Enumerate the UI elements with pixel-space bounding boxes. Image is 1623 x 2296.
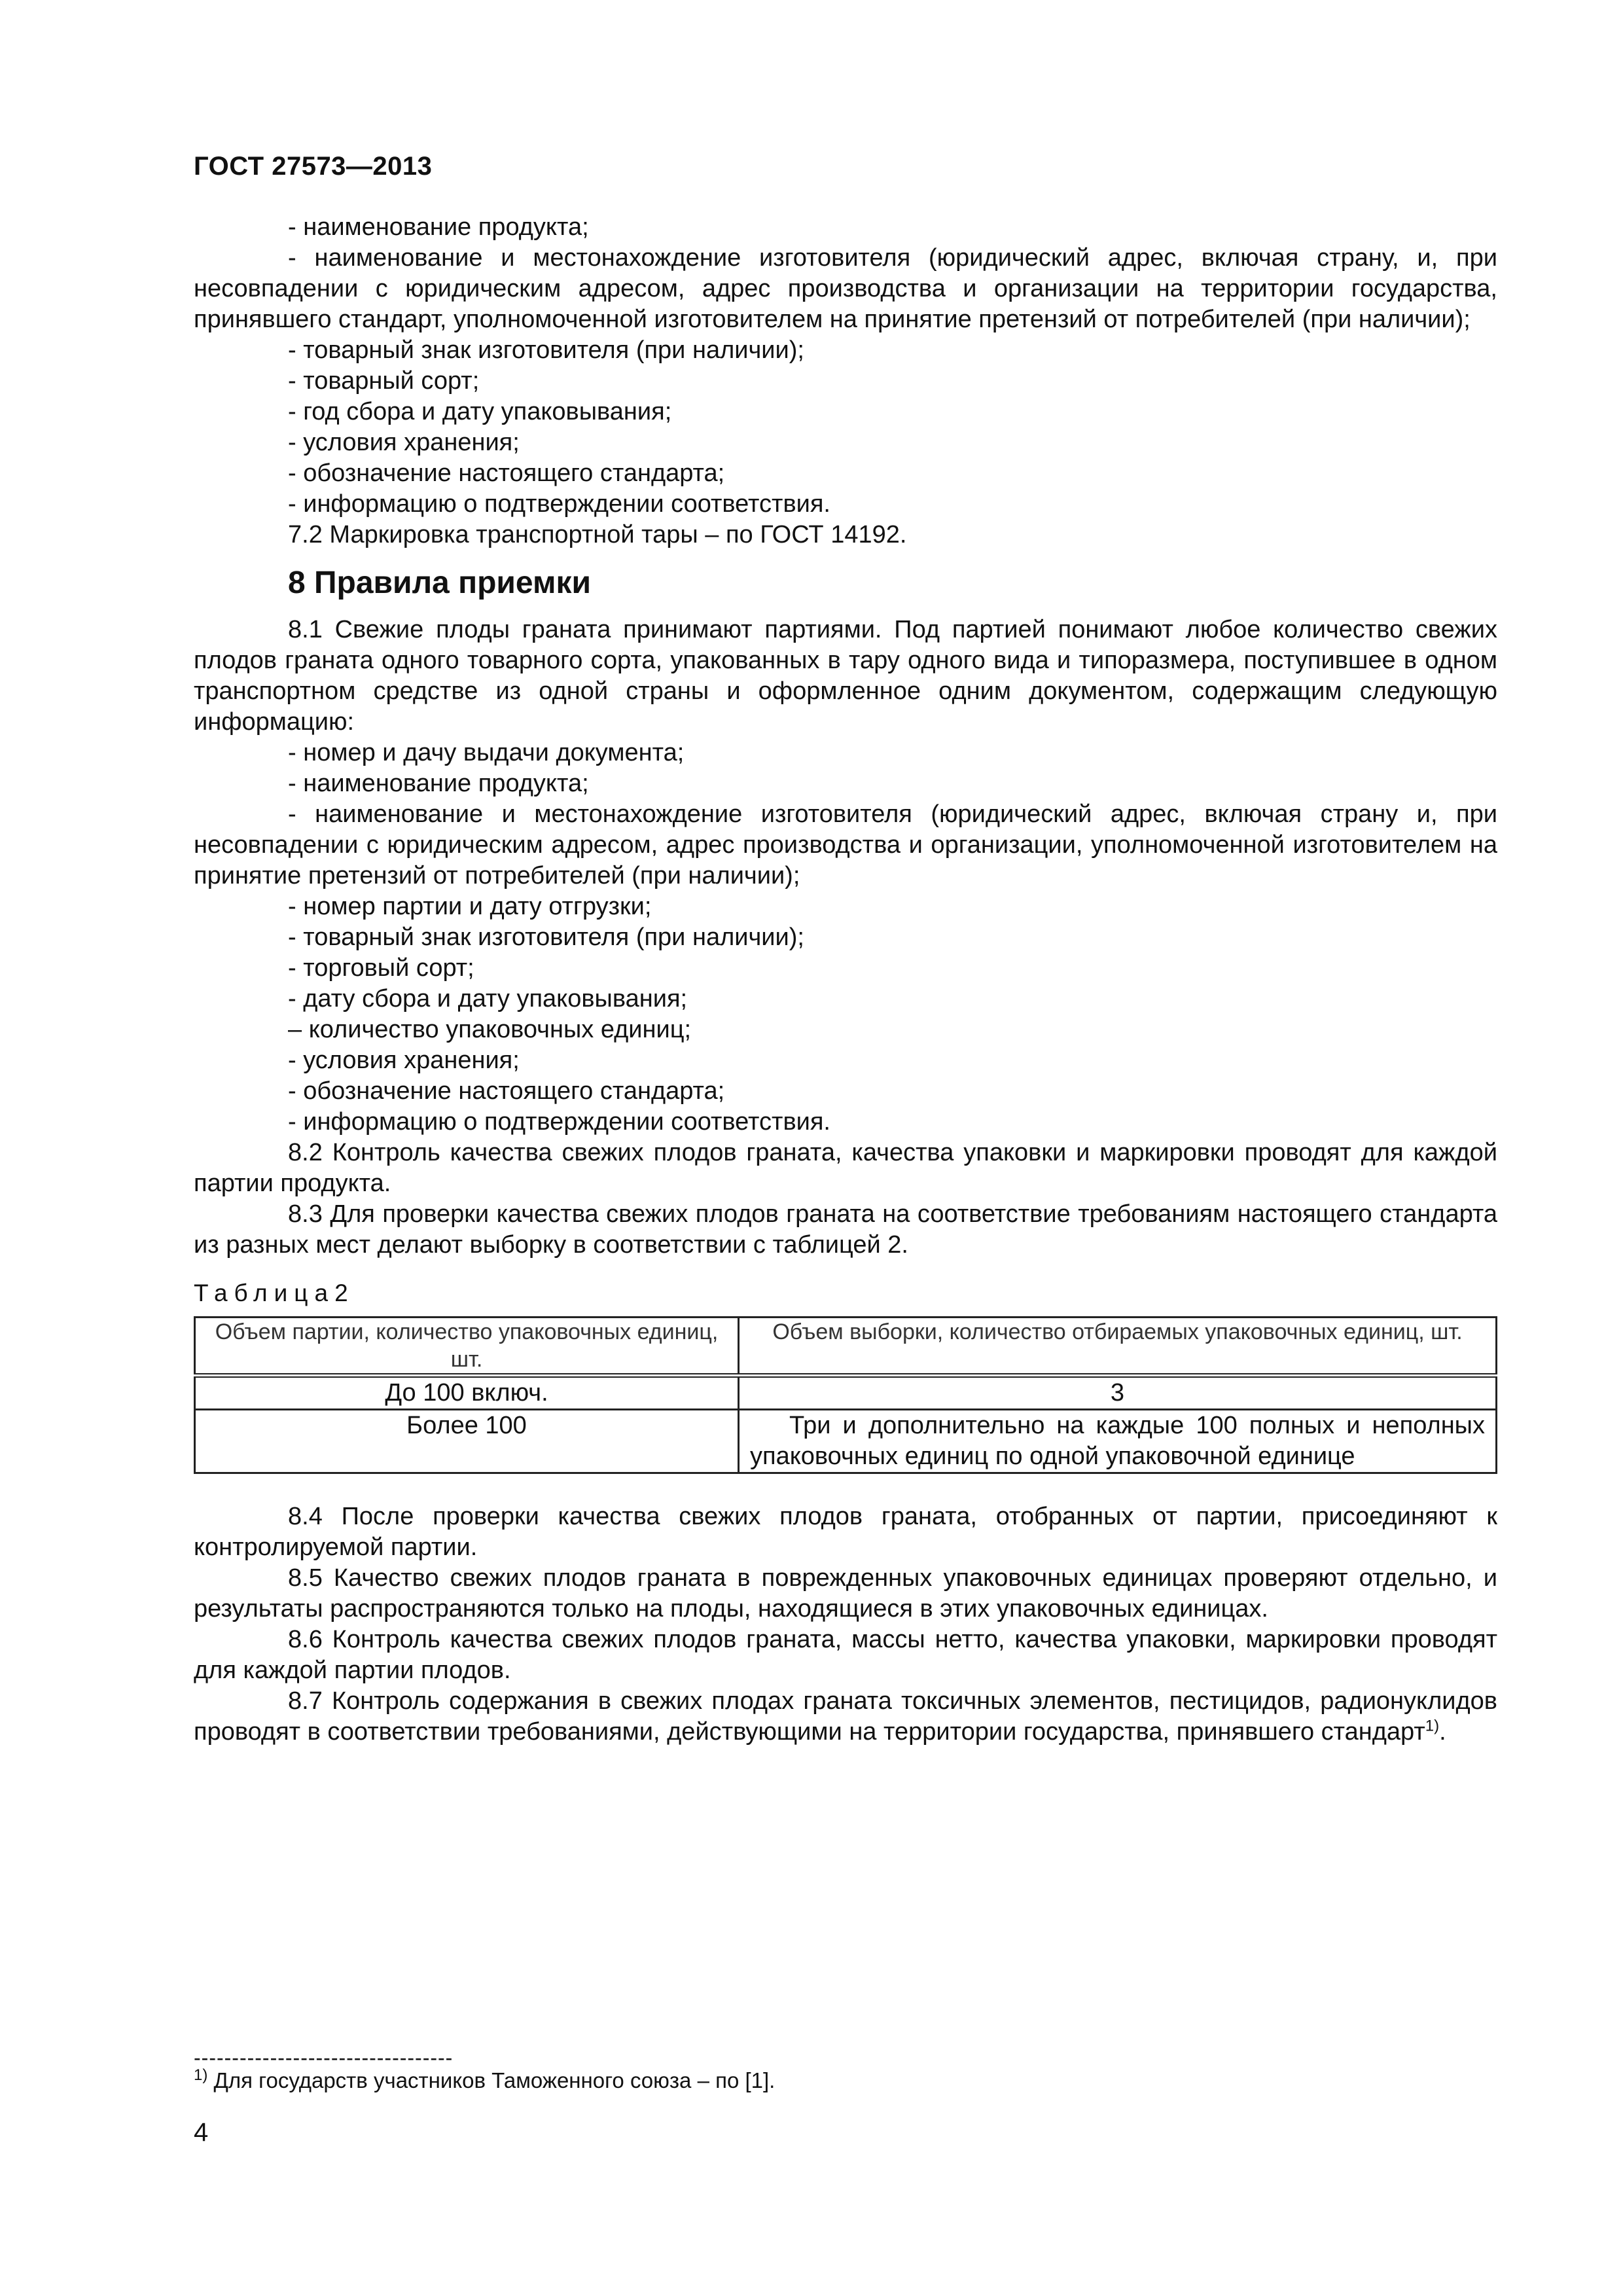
table-cell: Более 100 bbox=[195, 1410, 739, 1473]
page-content bbox=[194, 212, 1497, 1748]
paragraph-8-4: 8.4 После проверки качества свежих плодов граната, отобранных от партии, присоединяют к контролируемой партии. bbox=[194, 1503, 1497, 1561]
list-item: - информацию о подтверждении соответствия. bbox=[288, 1108, 830, 1136]
table-header-cell: Объем партии, количество упаковочных единиц, шт. bbox=[195, 1318, 739, 1376]
list-item: - год сбора и дату упаковывания; bbox=[288, 398, 672, 425]
page-number: 4 bbox=[194, 2118, 209, 2147]
table-row bbox=[195, 1410, 1497, 1473]
list-item: - наименование продукта; bbox=[288, 213, 589, 241]
list-item: - товарный сорт; bbox=[288, 367, 480, 395]
table-cell: 3 bbox=[739, 1376, 1497, 1410]
document-header: ГОСТ 27573—2013 bbox=[194, 152, 433, 181]
table-header-cell: Объем выборки, количество отбираемых упаковочных единиц, шт. bbox=[739, 1318, 1497, 1376]
paragraph-8-1: 8.1 Свежие плоды граната принимают партиями. Под партией понимают любое количество свежих плодов граната одного товарного сорта, упакованных в тару одного вида и типоразмера, поступившее в одном транспортном средстве из одной страны и оформленное одним документом, содержащим следующую информацию: bbox=[194, 616, 1497, 736]
table-caption: Таблица2 bbox=[194, 1280, 355, 1306]
sampling-table bbox=[194, 1316, 1497, 1474]
paragraph-8-2: 8.2 Контроль качества свежих плодов граната, качества упаковки и маркировки проводят для каждой партии продукта. bbox=[194, 1139, 1497, 1197]
list-item: - наименование продукта; bbox=[288, 770, 589, 797]
footnote-reference[interactable]: 1) bbox=[1425, 1717, 1440, 1735]
table-cell: До 100 включ. bbox=[195, 1376, 739, 1410]
footnote-separator: ---------------------------------- bbox=[194, 2046, 454, 2070]
table-row bbox=[195, 1376, 1497, 1410]
list-item: - обозначение настоящего стандарта; bbox=[288, 1077, 725, 1105]
list-item: - номер и дачу выдачи документа; bbox=[288, 739, 685, 766]
list-item: - обозначение настоящего стандарта; bbox=[288, 459, 725, 487]
table-cell: Три и дополнительно на каждые 100 полных и неполных упаковочных единиц по одной упаковочной единице bbox=[739, 1410, 1497, 1473]
list-item: - дату сбора и дату упаковывания; bbox=[288, 985, 688, 1013]
paragraph-8-7: 8.7 Контроль содержания в свежих плодах граната токсичных элементов, пестицидов, радионуклидов проводят в соответствии требованиями, действующими на территории государства, принявшего стандарт$^{1)}$. bbox=[194, 1687, 1497, 1746]
marking-list bbox=[194, 212, 1497, 520]
list-item: - товарный знак изготовителя (при наличии); bbox=[288, 336, 804, 364]
list-item: - товарный знак изготовителя (при наличии); bbox=[288, 924, 804, 951]
list-item: - торговый сорт; bbox=[288, 954, 474, 982]
footnote bbox=[194, 2068, 775, 2093]
list-item: - номер партии и дату отгрузки; bbox=[288, 893, 652, 920]
paragraph-8-3: 8.3 Для проверки качества свежих плодов граната на соответствие требованиям настоящего стандарта из разных мест делают выборку в соответствии с таблицей 2. bbox=[194, 1200, 1497, 1259]
list-item: - условия хранения; bbox=[288, 429, 520, 456]
list-item: - наименование и местонахождение изготовителя (юридический адрес, включая страну, и, при несовпадении с юридическим адресом, адрес производства и организации на территории государства, принявшего стандарт, уполномоченной изготовителем на принятие претензий от потребителей (при наличии); bbox=[194, 244, 1497, 333]
section-title: 8 Правила приемки bbox=[288, 565, 592, 600]
list-item: - условия хранения; bbox=[288, 1047, 520, 1074]
batch-document-list bbox=[194, 738, 1497, 1138]
paragraph-7-2: 7.2 Маркировка транспортной тары – по ГОСТ 14192. bbox=[288, 521, 907, 548]
list-item: – количество упаковочных единиц; bbox=[288, 1016, 692, 1043]
paragraph-8-5: 8.5 Качество свежих плодов граната в поврежденных упаковочных единицах проверяют отдельно, и результаты распространяются только на плоды, находящиеся в этих упаковочных единицах. bbox=[194, 1564, 1497, 1623]
list-item: - наименование и местонахождение изготовителя (юридический адрес, включая страну и, при несовпадении с юридическим адресом, адрес производства и организации, уполномоченной изготовителем на принятие претензий от потребителей (при наличии); bbox=[194, 800, 1497, 889]
footnote-mark: 1) bbox=[194, 2066, 208, 2084]
paragraph-8-7-text: 8.7 Контроль содержания в свежих плодах граната токсичных элементов, пестицидов, радионуклидов проводят в соответствии требованиями, действующими на территории государства, принявшего стандарт bbox=[194, 1687, 1497, 1746]
footnote-text: Для государств участников Таможенного союза – по [1]. bbox=[207, 2068, 776, 2092]
list-item: - информацию о подтверждении соответствия. bbox=[288, 490, 830, 518]
table-header-row bbox=[195, 1318, 1497, 1376]
paragraph-8-6: 8.6 Контроль качества свежих плодов граната, массы нетто, качества упаковки, маркировки проводят для каждой партии плодов. bbox=[194, 1626, 1497, 1684]
